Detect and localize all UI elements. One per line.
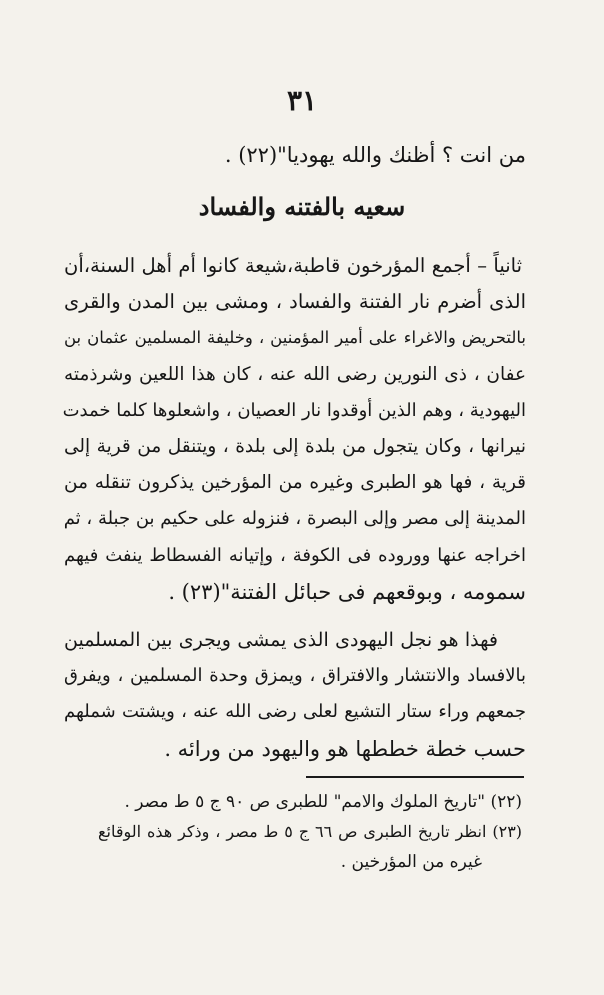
footnotes (98, 787, 522, 877)
paragraph-1 (64, 248, 526, 610)
paragraph-line: عفان ، ذى النورين رضى الله عنه ، كان هذا اللعين وشرذمته (64, 363, 526, 385)
section-heading: سعيه بالفتنه والفساد (198, 192, 406, 221)
footnote-22: (٢٢) "تاريخ الملوك والامم" للطبرى ص ٩٠ ج ٥ ط مصر . (124, 792, 522, 812)
footnote-23-continued: غيره من المؤرخين . (340, 852, 482, 872)
paragraph-line: الذى أضرم نار الفتنة والفساد ، ومشى بين المدن والقرى (64, 290, 526, 314)
footnote-divider (306, 776, 524, 778)
paragraph-line: بالتحريض والاغراء على أمير المؤمنين ، وخليفة المسلمين عثمان بن (64, 328, 526, 348)
footnote-23: (٢٣) انظر تاريخ الطبرى ص ٦٦ ج ٥ ط مصر ، وذكر هذه الوقائع (98, 822, 523, 841)
paragraph-line: سمومه ، وبوقعهم فى حبائل الفتنة"(٢٣) . (168, 579, 526, 604)
paragraph-line: حسب خطة خططها هو واليهود من ورائه . (164, 736, 526, 761)
paragraph-line: ثانياً – أجمع المؤرخون قاطبة،شيعة كانوا أم أهل السنة،أن (64, 254, 522, 277)
paragraph-2 (64, 622, 526, 767)
paragraph-line: المدينة إلى مصر وإلى البصرة ، فنزوله على حكيم بن جبلة ، ثم (63, 508, 526, 530)
paragraph-line: قرية ، فها هو الطبرى وغيره من المؤرخين يذكرون تنقله من (64, 472, 526, 494)
paragraph-line: فهذا هو نجل اليهودى الذى يمشى ويجرى بين المسلمين (64, 629, 498, 651)
page-number: ٣١ (286, 84, 318, 117)
paragraph-line: اليهودية ، وهم الذين أوقدوا نار العصيان ، واشعلوها كلما خمدت (62, 399, 526, 421)
intro-line: من انت ؟ أظنك والله يهوديا"(٢٢) . (224, 143, 526, 167)
paragraph-line: اخراجه عنها ووروده فى الكوفة ، وإتيانه الفسطاط ينفث فيهم (64, 544, 526, 566)
paragraph-line: بالافساد والانتشار والافتراق ، ويمزق وحدة المسلمين ، ويفرق (64, 665, 526, 687)
paragraph-line: جمعهم وراء ستار التشيع لعلى رضى الله عنه ، ويشتت شملهم (64, 701, 526, 723)
paragraph-line: نيرانها ، وكان يتجول من بلدة إلى بلدة ، ويتنقل من قرية إلى (64, 435, 526, 457)
intro-text (64, 137, 526, 173)
